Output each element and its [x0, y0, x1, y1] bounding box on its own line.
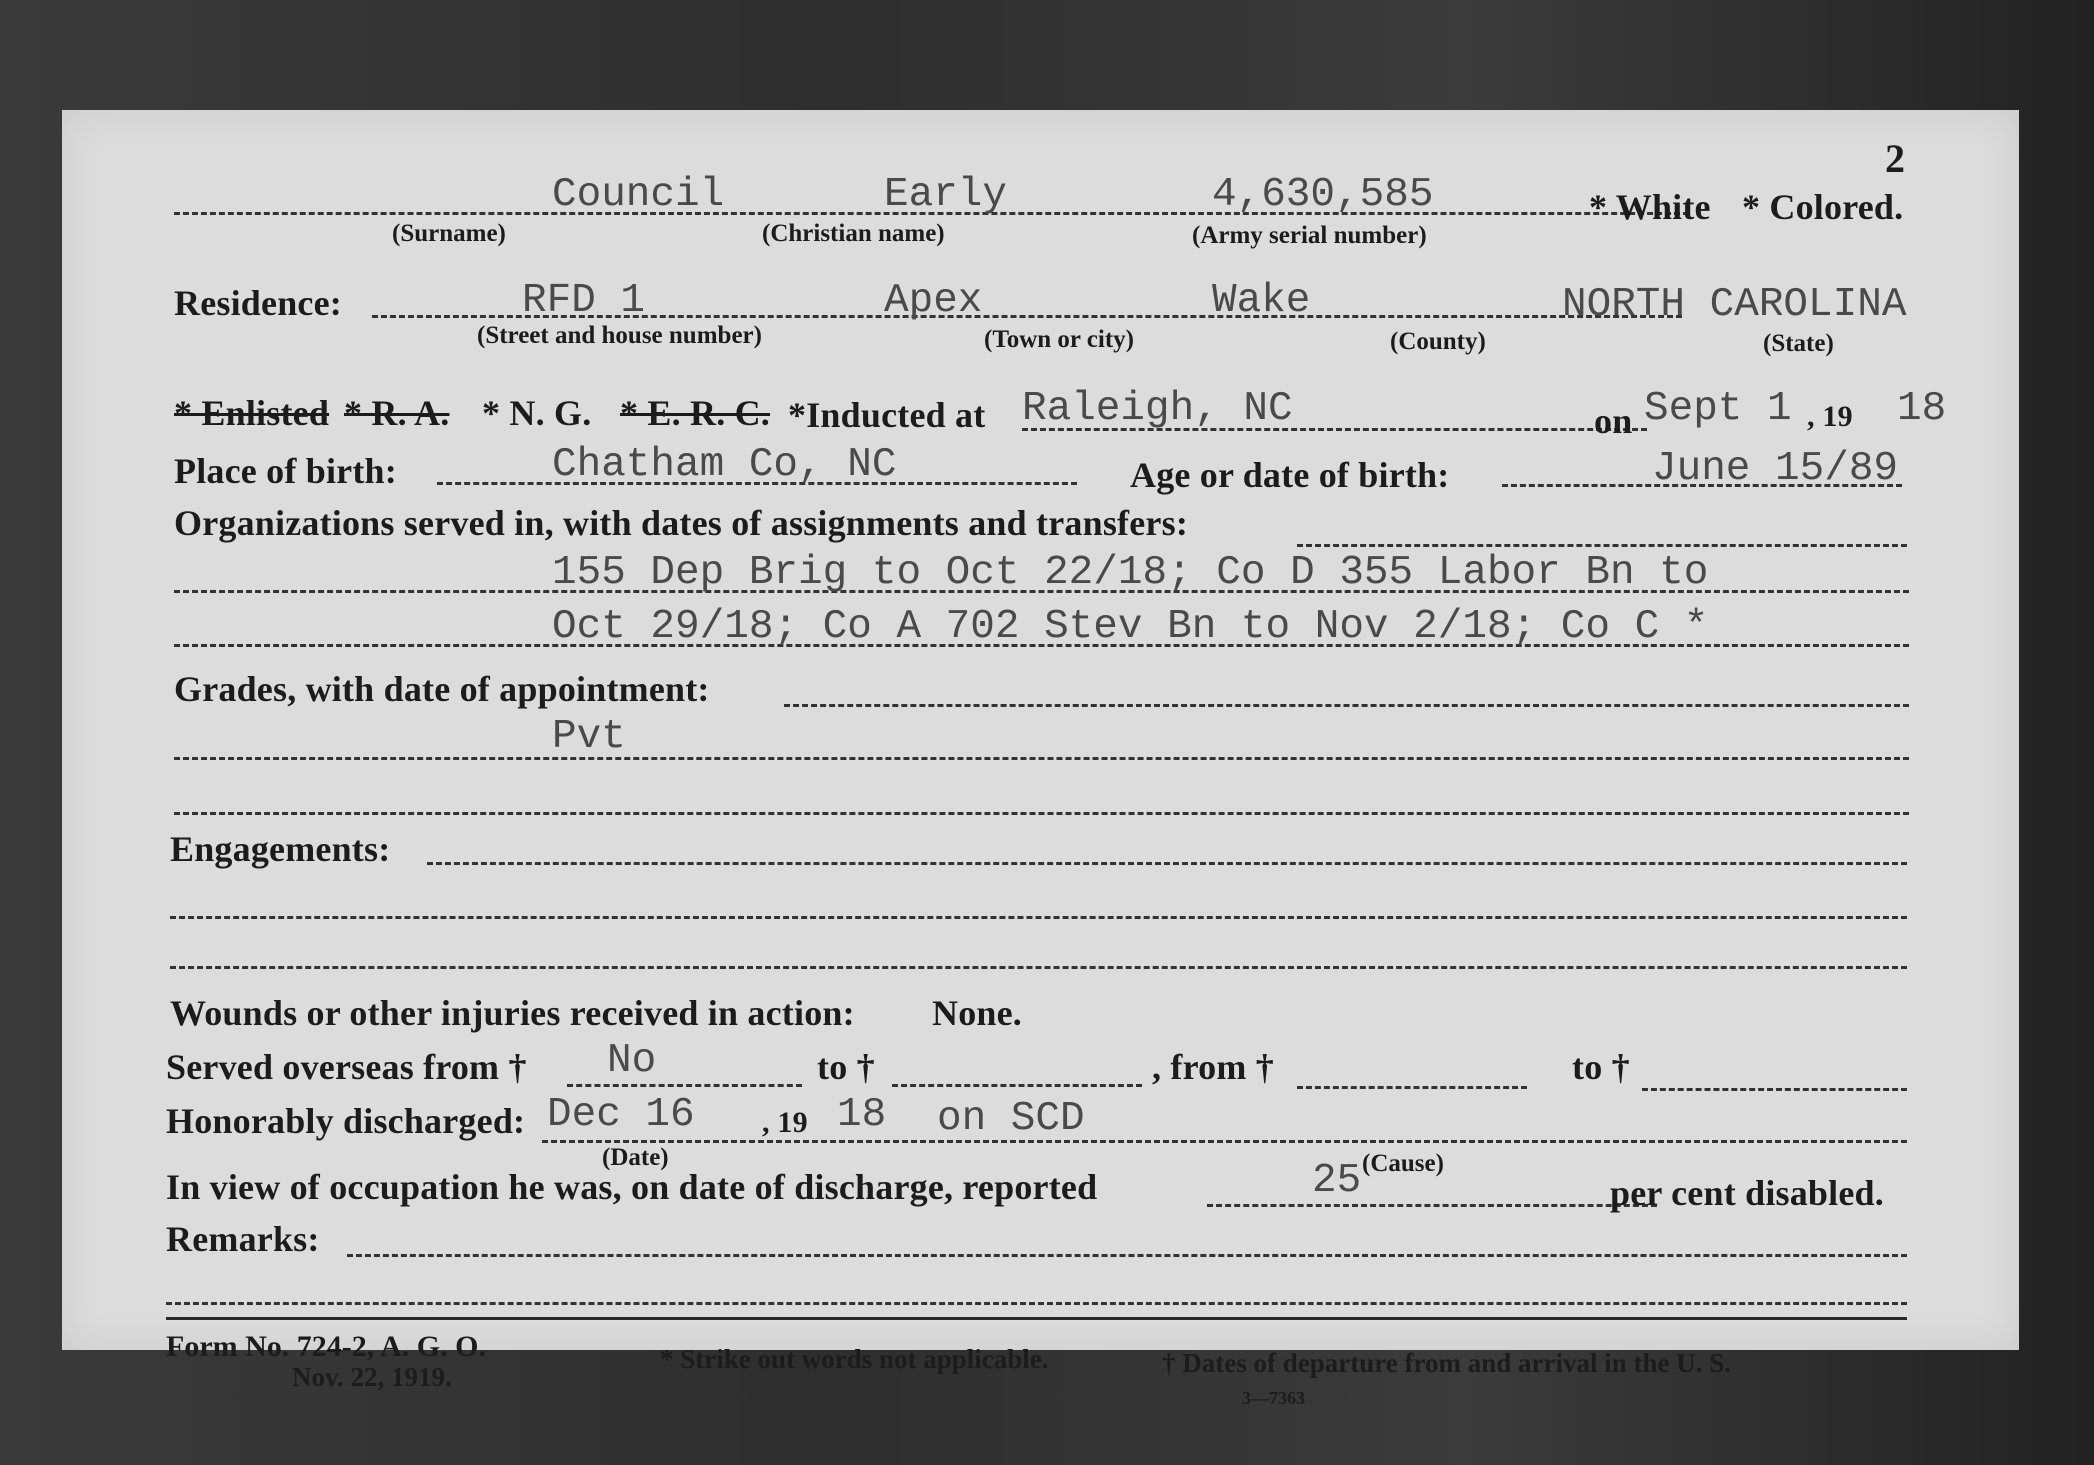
on-label: on — [1594, 401, 1633, 441]
discharge-year-value: 18 — [837, 1092, 887, 1138]
overseas-from-label: Served overseas from † — [166, 1047, 527, 1087]
disability-suffix: per cent disabled. — [1610, 1173, 1884, 1213]
residence-state-value: NORTH CAROLINA — [1562, 282, 1907, 328]
inducted-date-value: Sept 1 — [1644, 386, 1792, 432]
engagements-line-2 — [170, 966, 1907, 969]
white-label: * White — [1589, 187, 1711, 227]
footer-rule — [166, 1317, 1907, 1320]
christian-name-caption: (Christian name) — [762, 220, 945, 247]
remarks-label: Remarks: — [166, 1219, 320, 1259]
overseas-to-line — [892, 1084, 1142, 1087]
ra-label: * R. A. — [344, 393, 450, 433]
overseas-to2-line — [1642, 1088, 1907, 1091]
overseas-to-label: to † — [817, 1047, 875, 1087]
place-of-birth-label: Place of birth: — [174, 451, 397, 491]
form-number: Form No. 724-2, A. G. O. — [166, 1330, 486, 1363]
grades-line-2 — [174, 812, 1909, 815]
organizations-entry-1: 155 Dep Brig to Oct 22/18; Co D 355 Labor Bn to — [552, 550, 1709, 596]
inducted-place-line — [1022, 428, 1647, 431]
erc-label: * E. R. C. — [620, 393, 771, 433]
town-caption: (Town or city) — [984, 326, 1134, 353]
age-label: Age or date of birth: — [1130, 455, 1450, 495]
inducted-place-value: Raleigh, NC — [1022, 386, 1293, 432]
card-number: 2 — [1885, 136, 1906, 181]
surname-value: Council — [552, 172, 725, 218]
residence-county-value: Wake — [1212, 278, 1311, 324]
form-date: Nov. 22, 1919. — [292, 1362, 452, 1392]
inducted-year-value: 18 — [1897, 386, 1947, 432]
surname-caption: (Surname) — [392, 220, 506, 247]
serial-number-caption: (Army serial number) — [1192, 222, 1427, 249]
discharge-date-caption: (Date) — [602, 1144, 669, 1171]
overseas-from2-line — [1297, 1086, 1527, 1089]
residence-town-value: Apex — [884, 278, 983, 324]
discharge-cause-value: on SCD — [937, 1096, 1085, 1142]
discharge-year-prefix: , 19 — [762, 1106, 808, 1139]
enlisted-label: * Enlisted — [174, 393, 330, 433]
organizations-label: Organizations served in, with dates of assignments and transfers: — [174, 503, 1189, 543]
engagements-label: Engagements: — [170, 829, 391, 869]
colored-label: * Colored. — [1742, 187, 1904, 227]
serial-number-value: 4,630,585 — [1212, 172, 1434, 218]
dagger-note: † Dates of departure from and arrival in the U. S. — [1162, 1348, 1731, 1378]
remarks-line-1 — [166, 1302, 1907, 1305]
service-record-card — [62, 110, 2019, 1408]
disability-label: In view of occupation he was, on date of discharge, reported — [166, 1167, 1098, 1207]
grades-line-1 — [174, 757, 1909, 760]
discharge-date-value: Dec 16 — [547, 1092, 695, 1138]
discharge-label: Honorably discharged: — [166, 1101, 526, 1141]
overseas-from-value: No — [607, 1038, 657, 1084]
christian-name-value: Early — [884, 172, 1008, 218]
wounds-value: None. — [932, 993, 1022, 1033]
inducted-at-label: *Inducted at — [788, 395, 986, 435]
wounds-label: Wounds or other injuries received in action: — [170, 993, 855, 1033]
residence-street-value: RFD 1 — [522, 278, 646, 324]
remarks-line-0 — [347, 1254, 1907, 1257]
place-of-birth-value: Chatham Co, NC — [552, 442, 897, 488]
organizations-entry-2: Oct 29/18; Co A 702 Stev Bn to Nov 2/18; Co C * — [552, 604, 1709, 650]
grades-value: Pvt — [552, 714, 626, 760]
strike-out-note: * Strike out words not applicable. — [660, 1344, 1049, 1374]
discharge-cause-caption: (Cause) — [1362, 1150, 1444, 1177]
grades-line-0 — [784, 704, 1909, 707]
disability-line — [1207, 1204, 1657, 1207]
discharge-line — [542, 1140, 1907, 1143]
engagements-line-0 — [427, 862, 1907, 865]
birth-date-value: June 15/89 — [1652, 446, 1899, 492]
overseas-from-line — [567, 1084, 802, 1087]
disability-percent-value: 25 — [1312, 1158, 1362, 1204]
overseas-from2-label: , from † — [1152, 1047, 1274, 1087]
organizations-line-0 — [1297, 544, 1907, 547]
engagements-line-1 — [170, 916, 1907, 919]
ng-label: * N. G. — [482, 393, 592, 433]
print-code: 3—7363 — [1242, 1388, 1305, 1408]
residence-label: Residence: — [174, 283, 342, 323]
inducted-year-prefix: , 19 — [1807, 400, 1853, 433]
street-caption: (Street and house number) — [477, 322, 762, 349]
grades-label: Grades, with date of appointment: — [174, 669, 710, 709]
county-caption: (County) — [1390, 328, 1486, 355]
overseas-to2-label: to † — [1572, 1047, 1630, 1087]
state-caption: (State) — [1763, 330, 1834, 357]
